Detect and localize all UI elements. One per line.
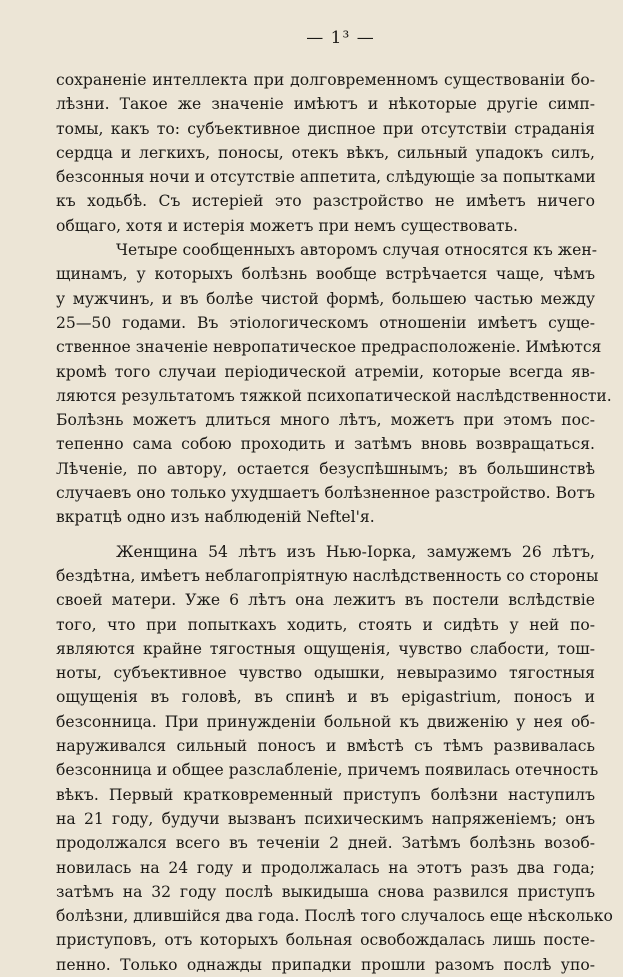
text-line: безсонница. При принужденіи больной къ движенію у нея об- (56, 712, 595, 731)
text-line: затѣмъ на 32 году послѣ выкидыша снова развился приступъ (56, 882, 595, 901)
text-line: ощущенія въ головѣ, въ спинѣ и въ epigastrium, поносъ и (56, 688, 595, 707)
text-line: вкратцѣ одно изъ наблюденій Neftel'я. (56, 508, 375, 527)
text-line: Четыре сообщенныхъ авторомъ случая относятся къ жен- (116, 241, 598, 260)
text-line: ляются результатомъ тяжкой психопатической наслѣдственности. (56, 386, 612, 405)
text-line: сохраненіе интеллекта при долговременномъ существованіи бо- (56, 71, 595, 89)
text-line: щинамъ, у которыхъ болѣзнь вообще встрѣчается чаще, чѣмъ (56, 265, 595, 284)
text-line: 25—50 годами. Въ этіологическомъ отношеніи имѣетъ суще- (56, 313, 595, 332)
text-line: томы, какъ то: субъективное диспное при отсутствіи страданія (56, 119, 595, 138)
text-line: являются крайне тягостныя ощущенія, чувство слабости, тош- (56, 639, 595, 658)
text-line: Лѣченіе, по автору, остается безуспѣшнымъ; въ большинствѣ (56, 459, 595, 478)
text-line: тепенно сама собою проходить и затѣмъ вновь возвращаться. (56, 435, 595, 454)
text-line: лѣзни. Такое же значеніе имѣютъ и нѣкоторые другіе симп- (56, 95, 595, 114)
text-line: у мужчинъ, и въ болѣе чистой формѣ, большею частью между (56, 289, 595, 308)
text-line: новилась на 24 году и продолжалась на этотъ разъ два года; (56, 858, 595, 877)
text-line: ственное значеніе невропатическое предрасположеніе. Имѣются (56, 338, 602, 357)
paragraph (56, 68, 595, 238)
text-line: безсонница и общее разслабленіе, причемъ появилась отечность (56, 761, 599, 780)
page-number: — 1³ — (306, 28, 375, 48)
text-line: общаго, хотя и истерія можетъ при немъ существовать. (56, 216, 519, 235)
text-line: своей матери. Уже 6 лѣтъ она лежитъ въ постели вслѣдствіе (56, 591, 595, 610)
text-line: ноты, субъективное чувство одышки, невыразимо тягостныя (56, 664, 595, 683)
text-line: приступовъ, отъ которыхъ больная освобождалась лишь посте- (56, 931, 595, 950)
text-line: бездѣтна, имѣетъ неблагопріятную наслѣдственность со стороны (56, 566, 599, 585)
text-line: кромѣ того случаи періодической атремiи, которые всегда яв- (56, 362, 595, 381)
text-line: Болѣзнь можетъ длиться много лѣтъ, можетъ при этомъ пос- (56, 411, 595, 430)
paragraph (56, 238, 612, 530)
text-line: безсонныя ночи и отсутствіе аппетита, слѣдующіе за попытками (56, 168, 596, 187)
paragraph (56, 540, 613, 977)
text-line: того, что при попыткахъ ходить, стоять и сидѣть у ней по- (56, 615, 595, 634)
text-line: сердца и легкихъ, поносы, отекъ вѣкъ, сильный упадокъ силъ, (56, 143, 595, 162)
page-text (56, 68, 613, 977)
text-line: продолжался всего въ теченіи 2 дней. Затѣмъ болѣзнь возоб- (56, 834, 595, 853)
text-line: Женщина 54 лѣтъ изъ Нью-Іорка, замужемъ 26 лѣтъ, (116, 542, 595, 561)
text-line: къ ходьбѣ. Съ истеріей это разстройство не имѣетъ ничего (56, 192, 595, 211)
text-line: болѣзни, длившійся два года. Послѣ того случалось еще нѣсколько (56, 907, 613, 926)
text-line: вѣкъ. Первый кратковременный приступъ болѣзни наступилъ (56, 785, 595, 804)
text-line: случаевъ оно только ухудшаетъ болѣзненное разстройство. Вотъ (56, 484, 595, 503)
text-line: наруживался сильный поносъ и вмѣстѣ съ тѣмъ развивалась (56, 737, 595, 756)
text-line: пенно. Только однажды припадки прошли разомъ послѣ упо- (56, 955, 595, 974)
text-line: на 21 году, будучи вызванъ психическимъ напряженіемъ; онъ (56, 809, 595, 828)
